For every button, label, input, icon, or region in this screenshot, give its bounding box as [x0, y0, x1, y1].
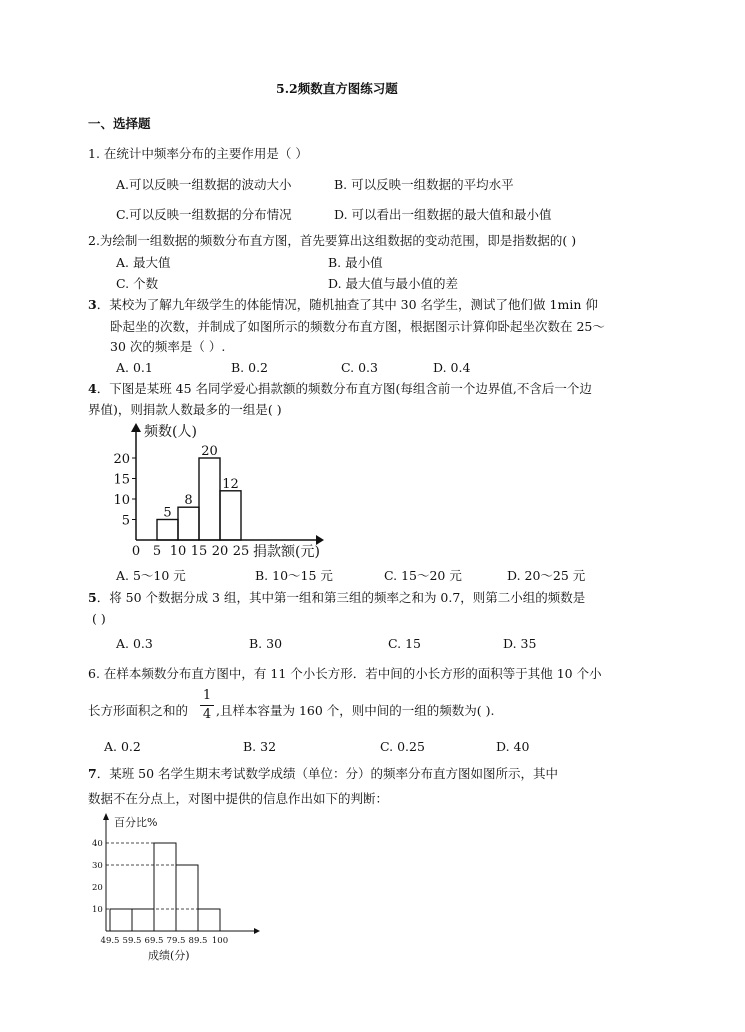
bar	[176, 865, 198, 931]
y-tick-label: 10	[92, 905, 103, 915]
bar	[110, 909, 132, 931]
q5-line2: ( )	[92, 611, 106, 626]
section-heading: 一、选择题	[88, 116, 151, 131]
bar	[220, 491, 241, 540]
x-tick-label: 10	[169, 544, 187, 559]
y-tick-label: 40	[92, 839, 103, 849]
x-axis-arrow	[254, 928, 260, 934]
q7-line1	[88, 766, 558, 782]
q5-line1-text: ．将 50 个数据分成 3 组，其中第一组和第三组的频率之和为 0.7，则第二小组的频数是	[96, 590, 586, 605]
x-axis-label: 成绩(分)	[148, 949, 190, 962]
q2-option-c: C. 个数	[116, 276, 159, 291]
score-histogram	[88, 812, 268, 968]
fraction-numerator: 1	[202, 688, 212, 703]
x-tick-label: 59.5	[122, 936, 142, 946]
bar-data-label: 12	[222, 476, 239, 492]
x-tick-label: 20	[211, 544, 229, 559]
q6-fraction	[200, 689, 214, 722]
x-axis-label: 捐款额(元)	[253, 544, 320, 560]
q3-number: 3	[88, 297, 97, 312]
q6-line2-end: ,且样本容量为 160 个，则中间的一组的频数为( ).	[216, 703, 495, 718]
x-tick-label: 5	[152, 544, 162, 559]
q5-option-b: B. 30	[249, 636, 283, 651]
fraction-bar	[200, 705, 214, 706]
q5-option-a: A. 0.3	[116, 636, 153, 651]
bar	[157, 520, 178, 541]
x-tick-label: 15	[190, 544, 208, 559]
q3-option-a: A. 0.1	[116, 360, 153, 375]
bar	[132, 909, 154, 931]
y-tick-label: 20	[92, 883, 103, 893]
y-tick-label: 5	[121, 513, 130, 529]
x-tick-label: 100	[211, 936, 229, 946]
q4-option-b: B. 10～15 元	[255, 568, 333, 583]
x-tick-label: 49.5	[100, 936, 120, 946]
q3-line1-text: ．某校为了解九年级学生的体能情况，随机抽查了其中 30 名学生，测试了他们做 1min 仰	[96, 297, 598, 312]
q5-number: 5	[88, 590, 97, 605]
page-title: 5.2频数直方图练习题	[276, 81, 398, 96]
q3-line1	[88, 297, 598, 313]
q6-option-d: D. 40	[496, 739, 530, 754]
bar	[199, 458, 220, 540]
x-tick-label: 69.5	[144, 936, 164, 946]
q3-option-b: B. 0.2	[231, 360, 269, 375]
q1-stem: 1. 在统计中频率分布的主要作用是（ ）	[88, 146, 308, 161]
q5-line1	[88, 590, 585, 606]
q6-option-b: B. 32	[243, 739, 277, 754]
x-tick-label: 25	[232, 544, 250, 559]
q3-line3: 30 次的频率是（ ）.	[110, 339, 226, 354]
q2-stem: 2.为绘制一组数据的频数分布直方图，首先要算出这组数据的变动范围，即是指数据的( )	[88, 233, 577, 248]
q4-line1-text: ．下图是某班 45 名同学爱心捐款额的频数分布直方图(每组含前一个边界值,不含后一个边	[96, 381, 592, 396]
donation-histogram	[108, 420, 338, 565]
q3-line2: 卧起坐的次数，并制成了如图所示的频数分布直方图，根据图示计算仰卧起坐次数在 25～	[110, 319, 605, 334]
y-axis-arrow	[131, 423, 141, 432]
q6-option-c: C. 0.25	[380, 739, 425, 754]
q3-option-d: D. 0.4	[433, 360, 471, 375]
q1-option-c: C.可以反映一组数据的分布情况	[116, 207, 292, 222]
q5-option-d: D. 35	[503, 636, 537, 651]
q2-option-b: B. 最小值	[328, 255, 383, 270]
q1-option-a: A.可以反映一组数据的波动大小	[116, 177, 292, 192]
q3-option-c: C. 0.3	[341, 360, 378, 375]
q6-line1: 6. 在样本频数分布直方图中，有 11 个小长方形．若中间的小长方形的面积等于其他 10 个小	[88, 666, 602, 681]
bar-data-label: 20	[201, 444, 218, 459]
bar	[198, 909, 220, 931]
x-tick-label: 0	[131, 544, 141, 559]
q1-option-d: D. 可以看出一组数据的最大值和最小值	[334, 207, 552, 222]
y-tick-label: 10	[113, 493, 130, 508]
y-axis-arrow	[103, 813, 109, 820]
y-tick-label: 20	[113, 452, 130, 467]
q4-option-a: A. 5～10 元	[116, 568, 186, 583]
q4-option-c: C. 15～20 元	[384, 568, 462, 583]
q4-number: 4	[88, 381, 97, 396]
x-tick-label: 79.5	[166, 936, 186, 946]
q4-line1	[88, 381, 592, 397]
bar	[154, 843, 176, 931]
bar-data-label: 5	[163, 505, 172, 521]
q2-option-a: A. 最大值	[116, 255, 171, 270]
q5-option-c: C. 15	[388, 636, 421, 651]
bar-data-label: 8	[184, 493, 193, 509]
q1-option-b: B. 可以反映一组数据的平均水平	[334, 177, 514, 192]
y-axis-label: 百分比%	[114, 816, 158, 829]
y-axis-label: 频数(人)	[144, 424, 197, 440]
y-tick-label: 30	[92, 861, 103, 871]
y-tick-label: 15	[113, 472, 130, 488]
q4-option-d: D. 20～25 元	[507, 568, 586, 583]
q7-line2: 数据不在分点上，对图中提供的信息作出如下的判断：	[88, 791, 389, 806]
bar	[178, 507, 199, 540]
q7-number: 7	[88, 766, 97, 781]
x-tick-label: 89.5	[188, 936, 208, 946]
q7-line1-text: ．某班 50 名学生期末考试数学成绩（单位：分）的频率分布直方图如图所示，其中	[96, 766, 559, 781]
fraction-denominator: 4	[202, 707, 212, 722]
q4-line2: 界值)，则捐款人数最多的一组是( )	[88, 402, 282, 417]
q2-option-d: D. 最大值与最小值的差	[328, 276, 459, 291]
q6-line2-start: 长方形面积之和的	[88, 703, 189, 718]
q6-option-a: A. 0.2	[104, 739, 141, 754]
